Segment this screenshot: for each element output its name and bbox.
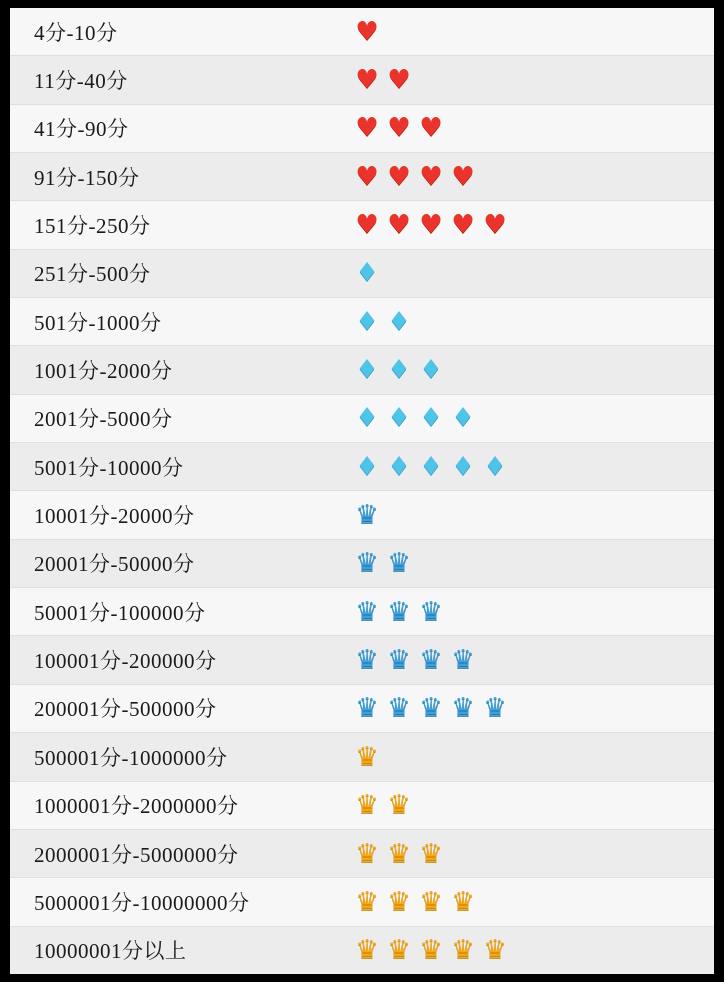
table-row	[10, 878, 714, 926]
diamond-icon: ♦	[387, 355, 411, 386]
score-range-label: 501分-1000分	[34, 310, 162, 335]
table-row	[10, 636, 714, 684]
heart-icon: ♥	[387, 161, 411, 192]
crown-blue-icon: ♛	[355, 693, 379, 724]
score-range-label: 2000001分-5000000分	[34, 842, 239, 867]
rank-icon-group	[350, 403, 714, 434]
crown-gold-icon: ♛	[451, 886, 475, 917]
heart-icon: ♥	[419, 161, 443, 192]
table-row	[10, 733, 714, 781]
crown-blue-icon: ♛	[451, 693, 475, 724]
crown-gold-icon: ♛	[355, 790, 379, 821]
crown-gold-icon: ♛	[387, 935, 411, 966]
score-range-label: 251分-500分	[34, 262, 151, 287]
crown-gold-icon: ♛	[419, 935, 443, 966]
rank-icon-group	[350, 548, 714, 579]
rank-icon-group	[350, 355, 714, 386]
score-range-label: 91分-150分	[34, 165, 140, 190]
score-range-label: 50001分-100000分	[34, 600, 206, 625]
crown-blue-icon: ♛	[355, 500, 379, 531]
score-range-label: 2001分-5000分	[34, 407, 173, 432]
crown-gold-icon: ♛	[355, 935, 379, 966]
diamond-icon: ♦	[355, 355, 379, 386]
heart-icon: ♥	[355, 16, 379, 47]
crown-blue-icon: ♛	[387, 693, 411, 724]
rank-icon-group	[350, 838, 714, 869]
diamond-icon: ♦	[355, 258, 379, 289]
crown-gold-icon: ♛	[451, 935, 475, 966]
heart-icon: ♥	[387, 113, 411, 144]
table-row	[10, 298, 714, 346]
heart-icon: ♥	[483, 210, 507, 241]
diamond-icon: ♦	[451, 403, 475, 434]
crown-gold-icon: ♛	[483, 935, 507, 966]
crown-blue-icon: ♛	[419, 596, 443, 627]
crown-blue-icon: ♛	[451, 645, 475, 676]
heart-icon: ♥	[355, 161, 379, 192]
rank-icon-group	[350, 451, 714, 482]
rank-icon-group	[350, 16, 714, 47]
score-range-label: 10001分-20000分	[34, 504, 195, 529]
heart-icon: ♥	[355, 210, 379, 241]
heart-icon: ♥	[387, 65, 411, 96]
rank-icon-group	[350, 161, 714, 192]
crown-blue-icon: ♛	[483, 693, 507, 724]
crown-blue-icon: ♛	[355, 548, 379, 579]
rank-table-sheet	[10, 8, 714, 974]
heart-icon: ♥	[451, 161, 475, 192]
score-range-label: 20001分-50000分	[34, 552, 195, 577]
score-range-label: 151分-250分	[34, 214, 151, 239]
rank-icon-group	[350, 113, 714, 144]
crown-blue-icon: ♛	[387, 548, 411, 579]
table-row	[10, 540, 714, 588]
score-range-label: 1001分-2000分	[34, 359, 173, 384]
table-row	[10, 8, 714, 56]
rank-icon-group	[350, 500, 714, 531]
crown-gold-icon: ♛	[387, 838, 411, 869]
score-range-label: 1000001分-2000000分	[34, 794, 239, 819]
rank-icon-group	[350, 935, 714, 966]
rank-table	[10, 8, 714, 974]
table-row	[10, 201, 714, 249]
rank-icon-group	[350, 645, 714, 676]
heart-icon: ♥	[355, 113, 379, 144]
score-range-label: 5001分-10000分	[34, 455, 184, 480]
crown-blue-icon: ♛	[419, 693, 443, 724]
crown-blue-icon: ♛	[419, 645, 443, 676]
heart-icon: ♥	[419, 113, 443, 144]
heart-icon: ♥	[355, 65, 379, 96]
table-row	[10, 153, 714, 201]
diamond-icon: ♦	[483, 451, 507, 482]
crown-gold-icon: ♛	[387, 886, 411, 917]
crown-gold-icon: ♛	[419, 886, 443, 917]
score-range-label: 200001分-500000分	[34, 697, 217, 722]
diamond-icon: ♦	[387, 451, 411, 482]
crown-blue-icon: ♛	[387, 645, 411, 676]
diamond-icon: ♦	[355, 451, 379, 482]
table-row	[10, 685, 714, 733]
table-row	[10, 588, 714, 636]
rank-icon-group	[350, 886, 714, 917]
table-row	[10, 395, 714, 443]
crown-gold-icon: ♛	[355, 838, 379, 869]
rank-icon-group	[350, 306, 714, 337]
crown-gold-icon: ♛	[355, 741, 379, 772]
heart-icon: ♥	[419, 210, 443, 241]
rank-icon-group	[350, 65, 714, 96]
diamond-icon: ♦	[387, 306, 411, 337]
table-row	[10, 782, 714, 830]
table-row	[10, 250, 714, 298]
rank-icon-group	[350, 741, 714, 772]
diamond-icon: ♦	[355, 306, 379, 337]
diamond-icon: ♦	[387, 403, 411, 434]
diamond-icon: ♦	[451, 451, 475, 482]
table-row	[10, 346, 714, 394]
crown-blue-icon: ♛	[355, 645, 379, 676]
diamond-icon: ♦	[355, 403, 379, 434]
score-range-label: 11分-40分	[34, 69, 128, 94]
crown-gold-icon: ♛	[355, 886, 379, 917]
rank-icon-group	[350, 258, 714, 289]
table-row	[10, 443, 714, 491]
diamond-icon: ♦	[419, 403, 443, 434]
heart-icon: ♥	[387, 210, 411, 241]
rank-icon-group	[350, 596, 714, 627]
crown-blue-icon: ♛	[387, 596, 411, 627]
score-range-label: 41分-90分	[34, 117, 129, 142]
table-row	[10, 56, 714, 104]
heart-icon: ♥	[451, 210, 475, 241]
diamond-icon: ♦	[419, 451, 443, 482]
score-range-label: 4分-10分	[34, 20, 118, 45]
table-row	[10, 927, 714, 974]
rank-icon-group	[350, 693, 714, 724]
score-range-label: 5000001分-10000000分	[34, 890, 250, 915]
score-range-label: 500001分-1000000分	[34, 745, 228, 770]
rank-icon-group	[350, 210, 714, 241]
crown-blue-icon: ♛	[355, 596, 379, 627]
score-range-label: 100001分-200000分	[34, 649, 217, 674]
table-row	[10, 830, 714, 878]
diamond-icon: ♦	[419, 355, 443, 386]
crown-gold-icon: ♛	[387, 790, 411, 821]
rank-icon-group	[350, 790, 714, 821]
table-row	[10, 491, 714, 539]
table-row	[10, 105, 714, 153]
score-range-label: 10000001分以上	[34, 939, 187, 964]
crown-gold-icon: ♛	[419, 838, 443, 869]
